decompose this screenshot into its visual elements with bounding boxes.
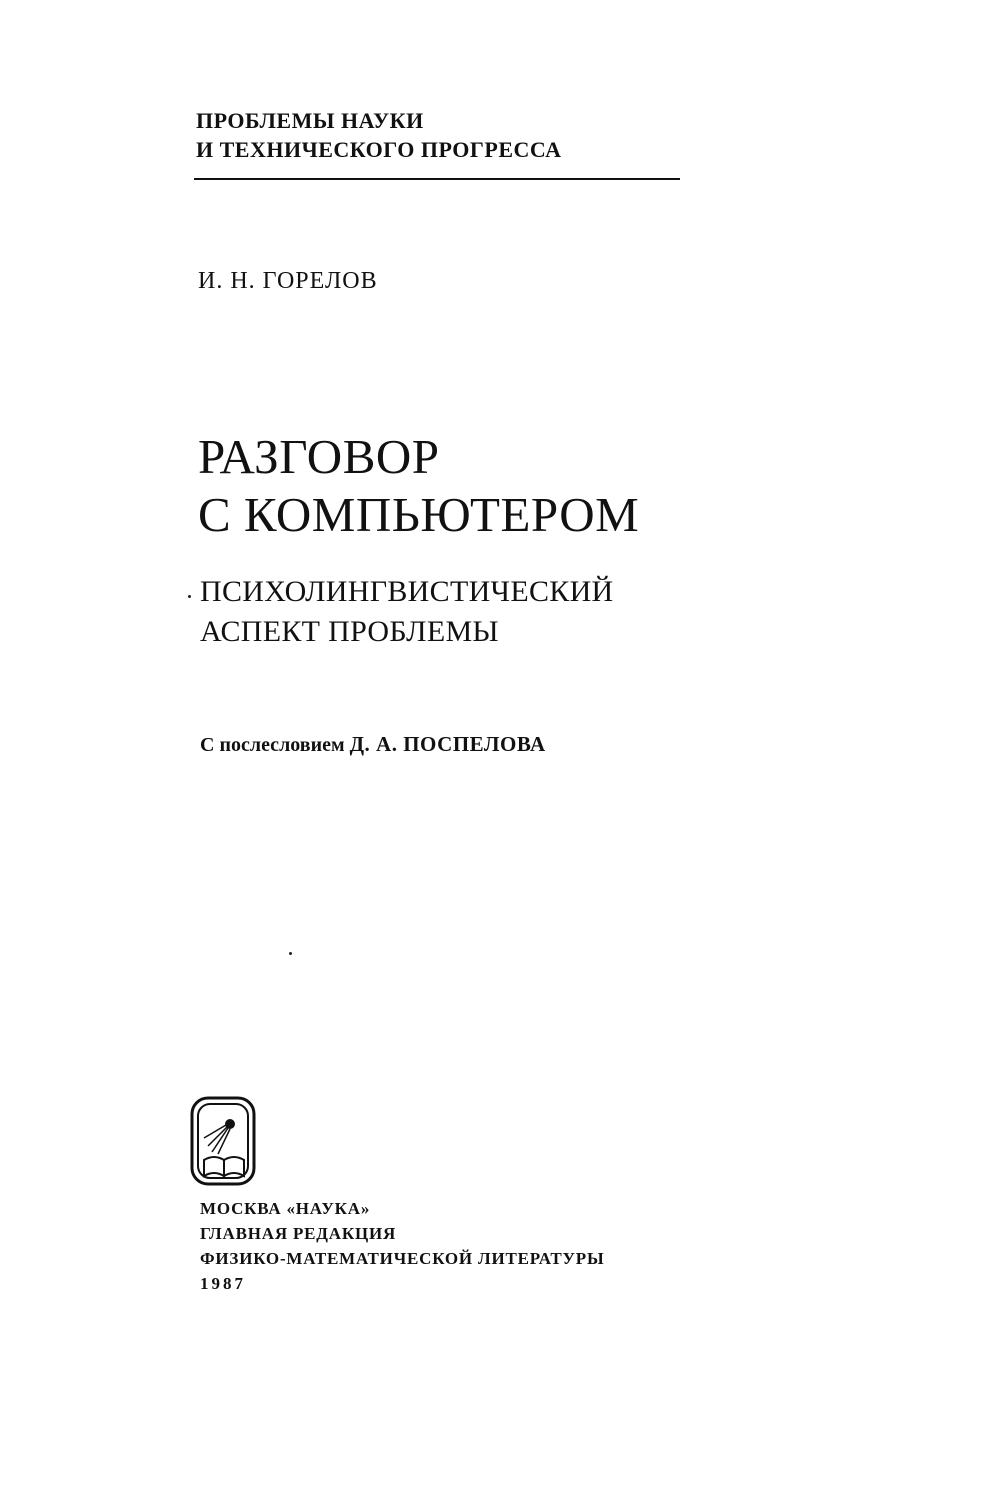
author-name: И. Н. ГОРЕЛОВ	[198, 268, 378, 294]
afterword-author: Д. А. ПОСПЕЛОВА	[349, 732, 546, 756]
title-line-2: С КОМПЬЮТЕРОМ	[198, 487, 640, 542]
series-divider	[194, 178, 680, 180]
series-heading	[196, 106, 562, 164]
print-speck	[188, 595, 191, 598]
subtitle-line-2: АСПЕКТ ПРОБЛЕМЫ	[200, 615, 499, 648]
book-title	[198, 428, 639, 544]
title-line-1: РАЗГОВОР	[198, 429, 440, 484]
afterword-credit	[200, 732, 546, 757]
afterword-prefix: С послесловием	[200, 734, 345, 756]
series-line-2: И ТЕХНИЧЕСКОГО ПРОГРЕССА	[196, 137, 562, 162]
print-speck	[289, 952, 292, 955]
publisher-line-2: ГЛАВНАЯ РЕДАКЦИЯ	[200, 1224, 397, 1243]
series-line-1: ПРОБЛЕМЫ НАУКИ	[196, 108, 424, 133]
subtitle-line-1: ПСИХОЛИНГВИСТИЧЕСКИЙ	[200, 575, 614, 608]
book-subtitle	[200, 572, 614, 652]
publisher-line-1: МОСКВА «НАУКА»	[200, 1199, 371, 1218]
publisher-line-3: ФИЗИКО-МАТЕМАТИЧЕСКОЙ ЛИТЕРАТУРЫ	[200, 1249, 605, 1268]
nauka-publisher-emblem-icon	[190, 1096, 260, 1188]
publisher-imprint	[200, 1196, 604, 1296]
publication-year: 1987	[200, 1274, 246, 1293]
